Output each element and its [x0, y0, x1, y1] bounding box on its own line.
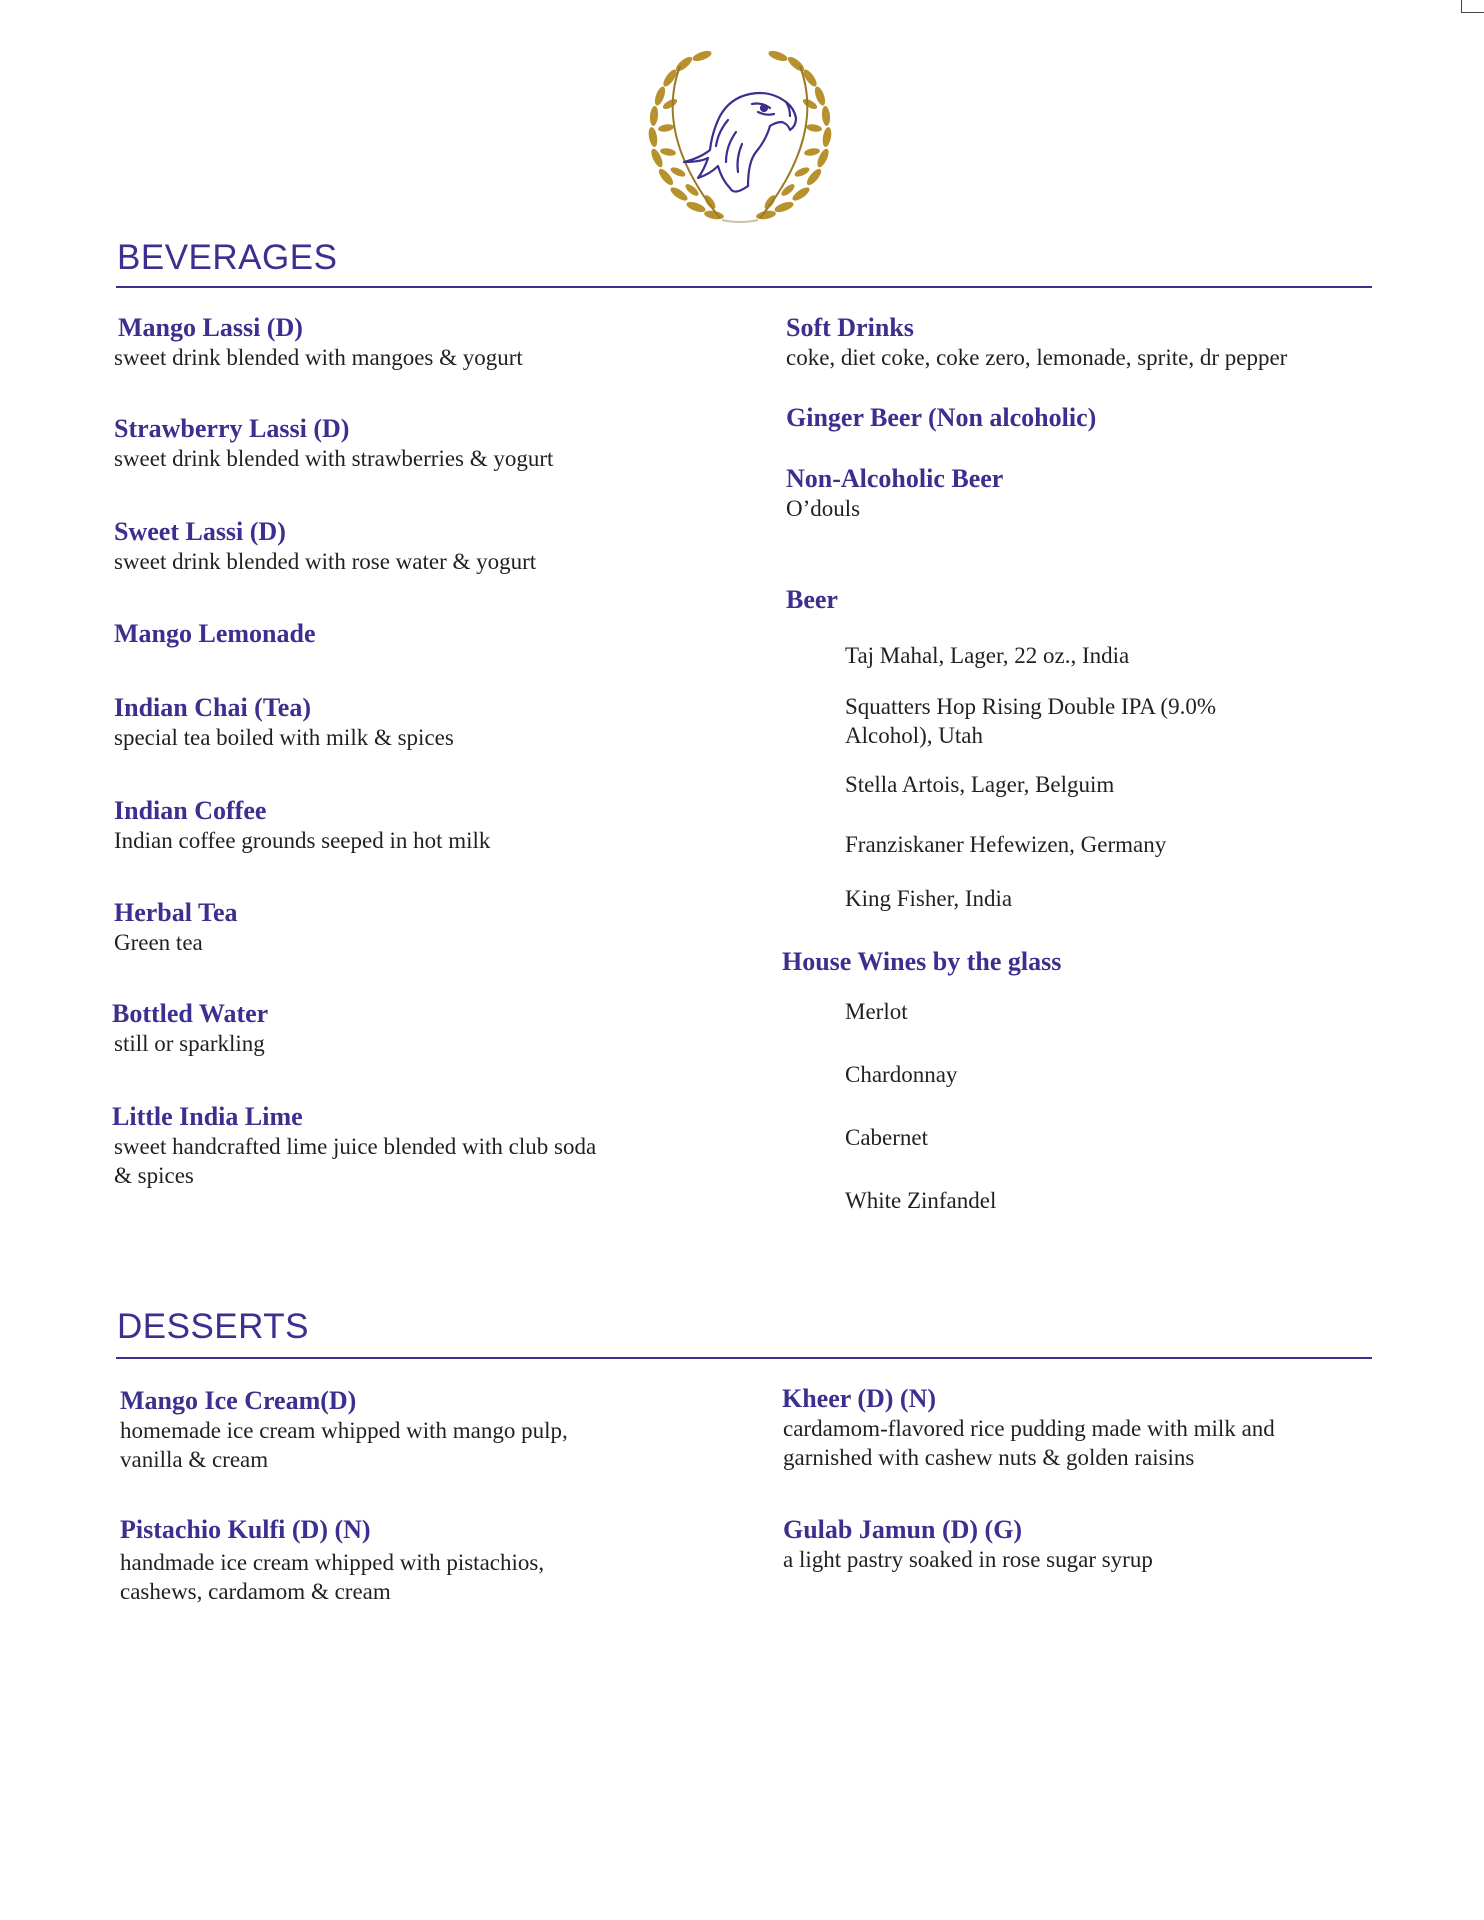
item-name: Non-Alcoholic Beer [786, 464, 1004, 493]
eagle-head-icon [684, 93, 796, 192]
item-description: sweet drink blended with rose water & yogurt [114, 549, 537, 574]
beer-item: Franziskaner Hefewizen, Germany [845, 832, 1167, 857]
beer-item: King Fisher, India [845, 886, 1013, 911]
section-title-desserts: DESSERTS [117, 1307, 310, 1346]
item-name: Bottled Water [112, 999, 269, 1028]
item-description: a light pastry soaked in rose sugar syrup [783, 1547, 1153, 1572]
item-name: Mango Lassi (D) [118, 313, 303, 342]
wine-item: Cabernet [845, 1125, 929, 1150]
menu-item-kheer [782, 1384, 1342, 1472]
item-name: Sweet Lassi (D) [114, 517, 286, 546]
item-name: Strawberry Lassi (D) [114, 414, 350, 443]
crop-mark [1461, 0, 1484, 13]
menu-item-mango-ice-cream [120, 1386, 620, 1474]
section-divider [116, 1357, 1372, 1359]
menu-item-indian-coffee [114, 796, 490, 855]
item-name: Gulab Jamun (D) (G) [783, 1515, 1023, 1544]
menu-item-sweet-lassi [114, 517, 536, 576]
item-name: Soft Drinks [786, 313, 914, 342]
item-name: Pistachio Kulfi (D) (N) [120, 1515, 371, 1544]
item-name: Kheer (D) (N) [782, 1384, 937, 1413]
item-name: Mango Ice Cream(D) [120, 1386, 357, 1415]
house-wines-heading [782, 947, 1061, 977]
section-title-beverages: BEVERAGES [117, 238, 338, 277]
item-name: Little India Lime [112, 1102, 303, 1131]
menu-item-little-india-lime [112, 1102, 602, 1190]
category-name: House Wines by the glass [782, 947, 1062, 976]
menu-item-herbal-tea [114, 898, 238, 957]
category-name: Beer [786, 585, 838, 614]
menu-item-ginger-beer [786, 403, 1096, 433]
eagle-laurel-logo [640, 46, 840, 230]
menu-item-bottled-water [112, 999, 268, 1058]
item-name: Mango Lemonade [114, 619, 316, 648]
item-description: sweet drink blended with mangoes & yogurt [114, 345, 523, 370]
menu-item-strawberry-lassi [114, 414, 553, 473]
menu-item-indian-chai [114, 693, 454, 752]
item-description: O’douls [786, 496, 861, 521]
item-description: sweet drink blended with strawberries & yogurt [114, 446, 554, 471]
item-description: Green tea [114, 930, 203, 955]
menu-item-non-alcoholic-beer [786, 464, 1003, 523]
item-description: Indian coffee grounds seeped in hot milk [114, 828, 491, 853]
section-divider [116, 286, 1372, 288]
item-name: Herbal Tea [114, 898, 238, 927]
menu-item-mango-lemonade [114, 619, 316, 649]
beer-item: Squatters Hop Rising Double IPA (9.0% Alcohol), Utah [845, 694, 1216, 748]
item-name: Ginger Beer (Non alcoholic) [786, 403, 1097, 432]
wine-item: Chardonnay [845, 1062, 958, 1087]
beer-item: Taj Mahal, Lager, 22 oz., India [845, 643, 1130, 668]
beer-heading [786, 585, 838, 615]
wine-item: Merlot [845, 999, 908, 1024]
item-description: sweet handcrafted lime juice blended with club soda & spices [114, 1134, 597, 1188]
item-description: coke, diet coke, coke zero, lemonade, sprite, dr pepper [786, 345, 1288, 370]
item-name: Indian Coffee [114, 796, 267, 825]
item-description: still or sparkling [114, 1031, 265, 1056]
beer-item: Stella Artois, Lager, Belguim [845, 772, 1115, 797]
menu-item-gulab-jamun [783, 1515, 1153, 1574]
menu-item-soft-drinks [786, 313, 1287, 372]
item-name: Indian Chai (Tea) [114, 693, 311, 722]
menu-item-mango-lassi [114, 313, 523, 372]
item-description: cardamom-flavored rice pudding made with milk and garnished with cashew nuts & golden raisins [783, 1416, 1275, 1470]
item-description: special tea boiled with milk & spices [114, 725, 454, 750]
item-description: handmade ice cream whipped with pistachios, cashews, cardamom & cream [120, 1550, 545, 1604]
item-description: homemade ice cream whipped with mango pulp, vanilla & cream [120, 1418, 568, 1472]
menu-item-pistachio-kulfi [120, 1515, 620, 1606]
wine-item: White Zinfandel [845, 1188, 997, 1213]
